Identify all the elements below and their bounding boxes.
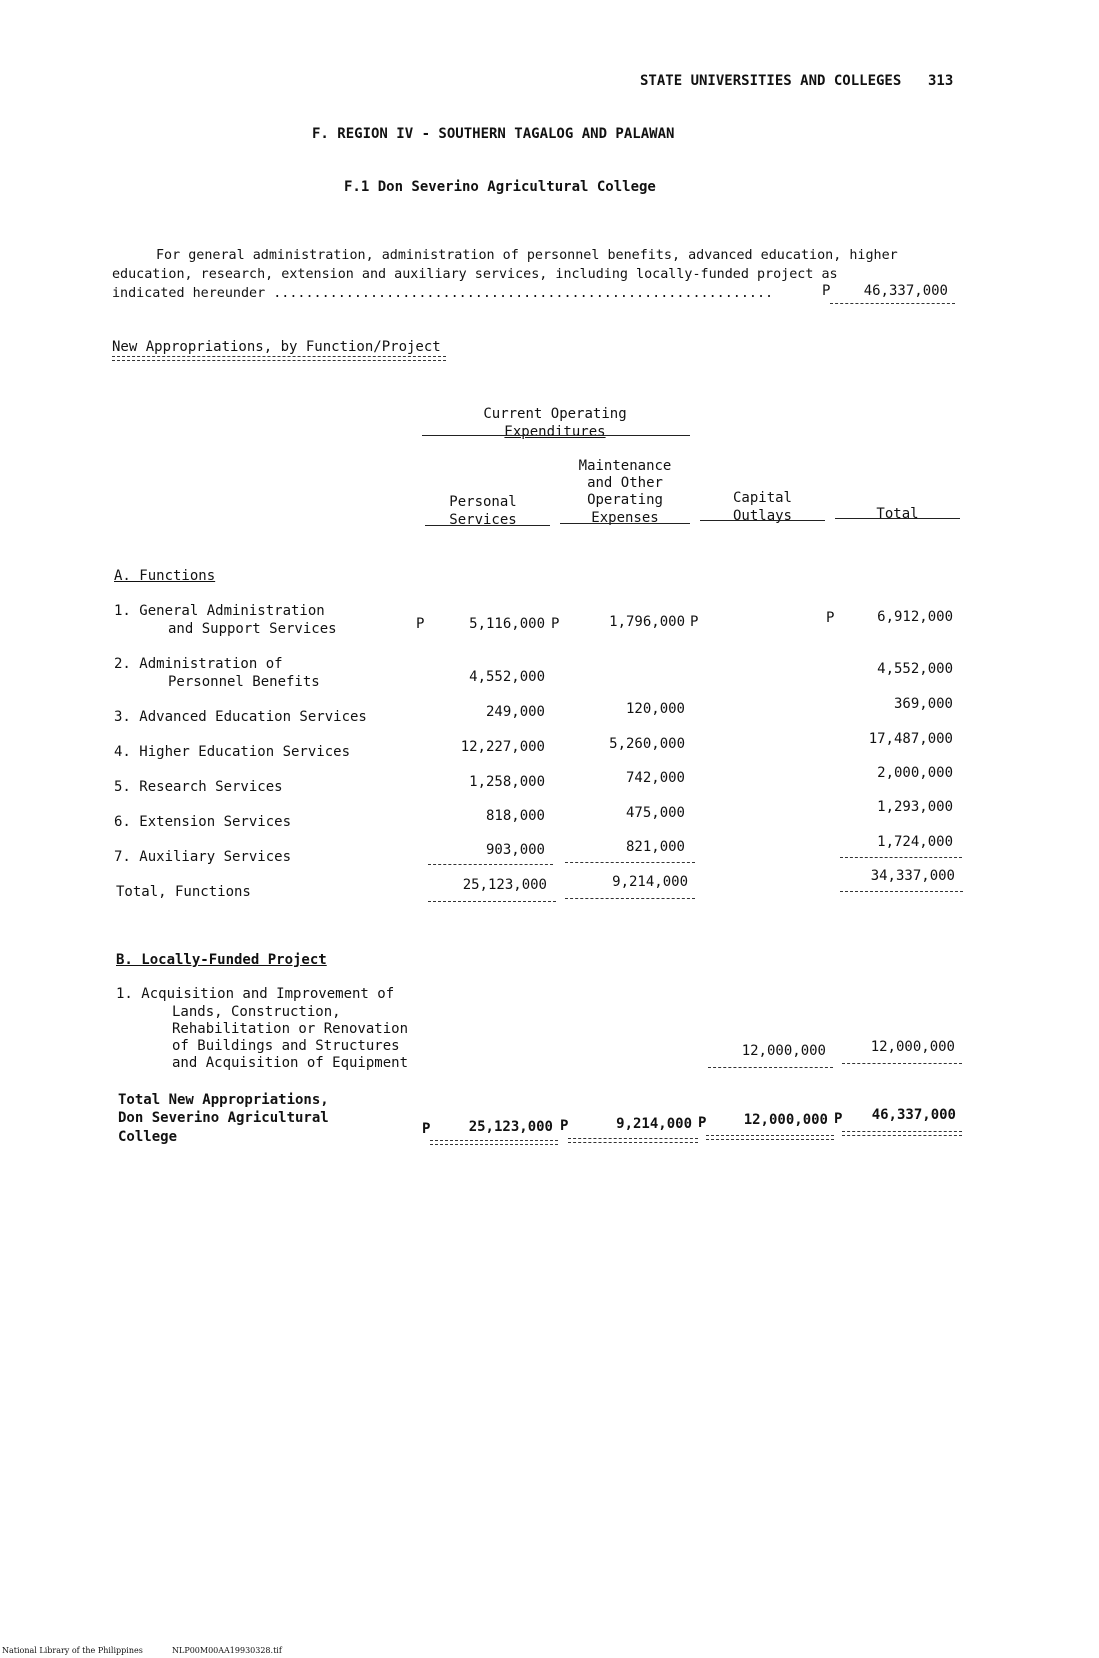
- col-total-rule: [835, 518, 960, 519]
- row-3-total: 369,000: [893, 696, 953, 712]
- col-capital-2: Outlays: [732, 508, 792, 524]
- row-6-total: 1,293,000: [877, 799, 953, 815]
- row-4-label: 4. Higher Education Services: [114, 744, 351, 760]
- grand-total-total: 46,337,000: [871, 1107, 956, 1123]
- grand-total-line-3: College: [118, 1129, 178, 1145]
- functions-subtotal-rule-ps: [428, 864, 553, 865]
- row-6-ps: 818,000: [485, 808, 545, 824]
- row-5-ps: 1,258,000: [469, 774, 545, 790]
- row-2-total: 4,552,000: [877, 661, 953, 677]
- col-group-header-2: Expenditures: [504, 424, 606, 440]
- purpose-amount: 46,337,000: [863, 283, 948, 299]
- col-personal-rule: [425, 525, 550, 526]
- row-3-mooe: 120,000: [625, 701, 685, 717]
- row-6-label: 6. Extension Services: [114, 814, 292, 830]
- running-title: STATE UNIVERSITIES AND COLLEGES: [640, 73, 902, 89]
- functions-total-rule-mooe: [565, 898, 695, 899]
- row-3-ps: 249,000: [485, 704, 545, 720]
- purpose-line-1: For general administration, administration of personnel benefits, advanced education, higher: [156, 248, 898, 263]
- project-line-1: 1. Acquisition and Improvement of: [116, 986, 395, 1002]
- footer-source: National Library of the Philippines: [2, 1646, 143, 1655]
- row-7-mooe: 821,000: [625, 839, 685, 855]
- project-line-2: Lands, Construction,: [172, 1004, 341, 1020]
- row-3-label: 3. Advanced Education Services: [114, 709, 367, 725]
- row-1-total: 6,912,000: [877, 609, 953, 625]
- row-2-ps: 4,552,000: [469, 669, 545, 685]
- row-4-mooe: 5,260,000: [609, 736, 685, 752]
- row-5-label: 5. Research Services: [114, 779, 283, 795]
- functions-total-ps: 25,123,000: [462, 877, 547, 893]
- row-7-ps: 903,000: [485, 842, 545, 858]
- row-4-ps: 12,227,000: [460, 739, 545, 755]
- project-rule-capital: [708, 1067, 833, 1068]
- col-personal-2: Services: [449, 512, 517, 528]
- grand-total-capital: 12,000,000: [743, 1112, 828, 1128]
- purpose-line-2: education, research, extension and auxiliary services, including locally-funded project as: [112, 267, 838, 282]
- footer-filename: NLP00M00AA19930328.tif: [172, 1646, 282, 1655]
- project-rule-total: [842, 1063, 962, 1064]
- grand-total-ps: 25,123,000: [468, 1119, 553, 1135]
- row-1-label: 1. General Administration: [114, 603, 325, 619]
- functions-total-total: 34,337,000: [870, 868, 955, 884]
- grand-total-peso-1: P: [422, 1121, 431, 1137]
- grand-total-rule-total: [842, 1131, 962, 1136]
- project-heading: B. Locally-Funded Project: [116, 952, 327, 968]
- row-1-label-2: and Support Services: [168, 621, 337, 637]
- project-line-5: and Acquisition of Equipment: [172, 1055, 409, 1071]
- col-mooe-2: and Other: [587, 475, 663, 491]
- grand-total-rule-mooe: [568, 1138, 698, 1143]
- col-mooe-rule: [560, 523, 690, 524]
- college-title: F.1 Don Severino Agricultural College: [344, 179, 656, 195]
- page-number: 313: [928, 73, 954, 89]
- row-1-peso-1: P: [416, 616, 425, 632]
- region-title: F. REGION IV - SOUTHERN TAGALOG AND PALAWAN: [312, 126, 675, 142]
- row-7-total: 1,724,000: [877, 834, 953, 850]
- grand-total-mooe: 9,214,000: [616, 1116, 692, 1132]
- row-1-peso-2: P: [551, 616, 560, 632]
- row-7-label: 7. Auxiliary Services: [114, 849, 292, 865]
- row-1-ps: 5,116,000: [469, 616, 545, 632]
- col-group-rule: [422, 435, 690, 436]
- col-mooe-4: Expenses: [591, 510, 659, 526]
- functions-subtotal-rule-total: [840, 857, 962, 858]
- grand-total-rule-ps: [430, 1140, 558, 1145]
- grand-total-line-1: Total New Appropriations,: [118, 1092, 329, 1108]
- project-capital: 12,000,000: [741, 1043, 826, 1059]
- row-1-peso-3: P: [690, 614, 699, 630]
- col-capital-rule: [700, 520, 825, 521]
- functions-total-rule-ps: [428, 901, 556, 902]
- row-1-mooe: 1,796,000: [609, 614, 685, 630]
- col-capital-1: Capital: [732, 490, 792, 506]
- grand-total-peso-4: P: [834, 1111, 843, 1127]
- project-line-3: Rehabilitation or Renovation: [172, 1021, 409, 1037]
- col-mooe-1: Maintenance: [578, 458, 672, 474]
- functions-total-mooe: 9,214,000: [612, 874, 688, 890]
- col-group-header: Current Operating: [483, 406, 627, 422]
- functions-total-label: Total, Functions: [116, 884, 251, 900]
- purpose-currency: P: [822, 283, 831, 299]
- row-1-peso-4: P: [826, 610, 835, 626]
- row-2-label-2: Personnel Benefits: [168, 674, 320, 690]
- purpose-line-3: indicated hereunder ..............................................................: [112, 286, 774, 301]
- row-6-mooe: 475,000: [625, 805, 685, 821]
- functions-subtotal-rule-mooe: [565, 862, 695, 863]
- col-personal-1: Personal: [449, 494, 517, 510]
- section-heading: New Appropriations, by Function/Project: [112, 339, 441, 355]
- row-5-mooe: 742,000: [625, 770, 685, 786]
- functions-heading: A. Functions: [114, 568, 216, 584]
- grand-total-line-2: Don Severino Agricultural: [118, 1110, 329, 1126]
- functions-total-rule-total: [840, 891, 963, 892]
- project-line-4: of Buildings and Structures: [172, 1038, 400, 1054]
- row-4-total: 17,487,000: [868, 731, 953, 747]
- grand-total-rule-capital: [706, 1135, 834, 1140]
- row-5-total: 2,000,000: [877, 765, 953, 781]
- row-2-label: 2. Administration of: [114, 656, 283, 672]
- grand-total-peso-3: P: [698, 1115, 707, 1131]
- section-heading-rule: [112, 356, 446, 361]
- purpose-rule: [830, 303, 955, 304]
- col-total: Total: [876, 506, 919, 522]
- project-total: 12,000,000: [870, 1039, 955, 1055]
- grand-total-peso-2: P: [560, 1118, 569, 1134]
- col-mooe-3: Operating: [587, 492, 663, 508]
